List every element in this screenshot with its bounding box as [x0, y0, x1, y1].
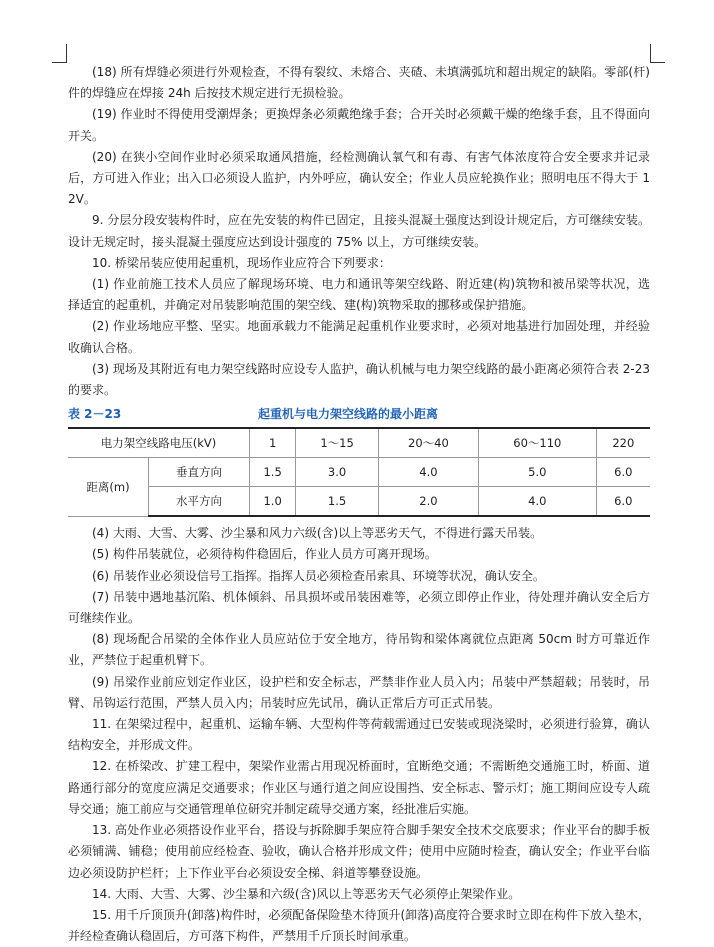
paragraph: (18) 所有焊缝必须进行外观检查，不得有裂纹、未熔合、夹碴、未填满弧坑和超出规定的缺陷。零部(杆)件的焊缝应在焊接 24h 后按技术规定进行无损检验。: [68, 65, 650, 101]
crop-mark-top-left: [52, 44, 67, 63]
value-cell: 1.0: [250, 487, 296, 517]
value-cell: 1.5: [250, 458, 296, 487]
paragraph: (9) 吊梁作业前应划定作业区，设护栏和安全标志，严禁非作业人员入内；吊装中严禁超载；吊装时，吊臂、吊钩运行范围，严禁人员入内；吊装时应先试吊，确认正常后方可正式吊装。: [68, 674, 650, 710]
voltage-cell: 20～40: [378, 428, 478, 458]
value-cell: 3.0: [296, 458, 379, 487]
table-row: [68, 487, 650, 517]
paragraph: (4) 大雨、大雪、大雾、沙尘暴和风力六级(含)以上等恶劣天气，不得进行露天吊装。: [92, 526, 543, 541]
document-body: [68, 62, 650, 947]
voltage-header: 电力架空线路电压(kV): [68, 428, 250, 458]
paragraphs-after-table: [68, 523, 650, 947]
paragraph: 9. 分层分段安装构件时，应在先安装的构件已固定，且接头混凝土强度达到设计规定后，方可继续安装。设计无规定时，接头混凝土强度应达到设计强度的 75% 以上，方可继续安装。: [68, 213, 650, 249]
table-number: 表 2－23: [68, 407, 122, 422]
value-cell: 6.0: [596, 487, 650, 517]
table-title: 起重机与电力架空线路的最小距离: [258, 407, 439, 422]
value-cell: 1.5: [296, 487, 379, 517]
value-cell: 4.0: [478, 487, 596, 517]
voltage-cell: 60～110: [478, 428, 596, 458]
table-caption: [68, 405, 650, 423]
paragraph: 14. 大雨、大雪、大雾、沙尘暴和六级(含)风以上等恶劣天气必须停止架梁作业。: [92, 886, 521, 901]
row-label: 水平方向: [149, 487, 250, 517]
voltage-cell: 1～15: [296, 428, 379, 458]
table-header-row: [68, 428, 650, 458]
distance-table: [68, 427, 650, 517]
paragraph: (20) 在狭小空间作业时必须采取通风措施，经检测确认氧气和有毒、有害气体浓度符合安全要求并记录后，方可进入作业；出入口必须设人监护，内外呼应，确认安全；作业人员应轮换作业；照明电压不得大于 12V。: [68, 149, 650, 207]
paragraph: (6) 吊装作业必须设信号工指挥。指挥人员必须检查吊索具、环境等状况，确认安全。: [92, 568, 545, 583]
paragraph: (1) 作业前施工技术人员应了解现场环境、电力和通讯等架空线路、附近建(构)筑物和被吊梁等状况，选择适宜的起重机，并确定对吊装影响范围的架空线、建(构)筑物采取的挪移或保护措施。: [68, 277, 650, 313]
paragraph: 13. 高处作业必须搭设作业平台，搭设与拆除脚手架应符合脚手架安全技术交底要求；作业平台的脚手板必须铺满、铺稳；使用前应经检查、验收，确认合格并形成文件；使用中应随时检查，确认安全；作业平台临边必须设防护栏杆；上下作业平台必须设安全梯、斜道等攀登设施。: [68, 823, 650, 880]
paragraph: (8) 现场配合吊梁的全体作业人员应站位于安全地方，待吊钩和梁体离就位点距离 50cm 时方可靠近作业，严禁位于起重机臂下。: [68, 632, 650, 668]
paragraph: 10. 桥梁吊装应使用起重机，现场作业应符合下列要求：: [92, 255, 391, 270]
paragraph: (7) 吊装中遇地基沉陷、机体倾斜、吊具损坏或吊装困难等，必须立即停止作业，待处理并确认安全后方可继续作业。: [68, 589, 650, 626]
table-row: [68, 458, 650, 487]
paragraph: (3) 现场及其附近有电力架空线路时应设专人监护，确认机械与电力架空线路的最小距离必须符合表 2-23 的要求。: [68, 361, 650, 398]
crop-mark-top-right: [650, 44, 665, 63]
paragraph: (19) 作业时不得使用受潮焊条；更换焊条必须戴绝缘手套；合开关时必须戴干燥的绝缘手套，且不得面向开关。: [68, 107, 650, 143]
value-cell: 6.0: [596, 458, 650, 487]
paragraph: (2) 作业场地应平整、坚实。地面承载力不能满足起重机作业要求时，必须对地基进行加固处理，并经验收确认合格。: [68, 319, 650, 355]
voltage-cell: 220: [596, 428, 650, 458]
voltage-cell: 1: [250, 428, 296, 458]
value-cell: 2.0: [378, 487, 478, 517]
distance-group-label: 距离(m): [68, 458, 149, 517]
value-cell: 5.0: [478, 458, 596, 487]
paragraph: (5) 构件吊装就位，必须待构件稳固后，作业人员方可离开现场。: [92, 547, 437, 562]
paragraph: 15. 用千斤顶顶升(卸落)构件时，必须配备保险垫木待顶升(卸落)高度符合要求时立即在构件下放入垫木，并经检查确认稳固后，方可落下构件，严禁用千斤顶长时间承重。: [68, 907, 650, 944]
paragraphs-before-table: [68, 62, 650, 401]
paragraph: 11. 在架梁过程中，起重机、运输车辆、大型构件等荷载需通过已安装或现浇梁时，必须进行验算，确认结构安全，并形成文件。: [68, 717, 650, 753]
value-cell: 4.0: [378, 458, 478, 487]
row-label: 垂直方向: [149, 458, 250, 487]
paragraph: 12. 在桥梁改、扩建工程中，架梁作业需占用现况桥面时，宜断绝交通；不需断绝交通施工时，桥面、道路通行部分的宽度应满足交通要求；作业区与通行道之间应设围挡、安全标志、警示灯；施工期间应设专人疏导交通；施工前应与交通管理单位研究并制定疏导交通方案，经批准后实施。: [68, 759, 650, 816]
